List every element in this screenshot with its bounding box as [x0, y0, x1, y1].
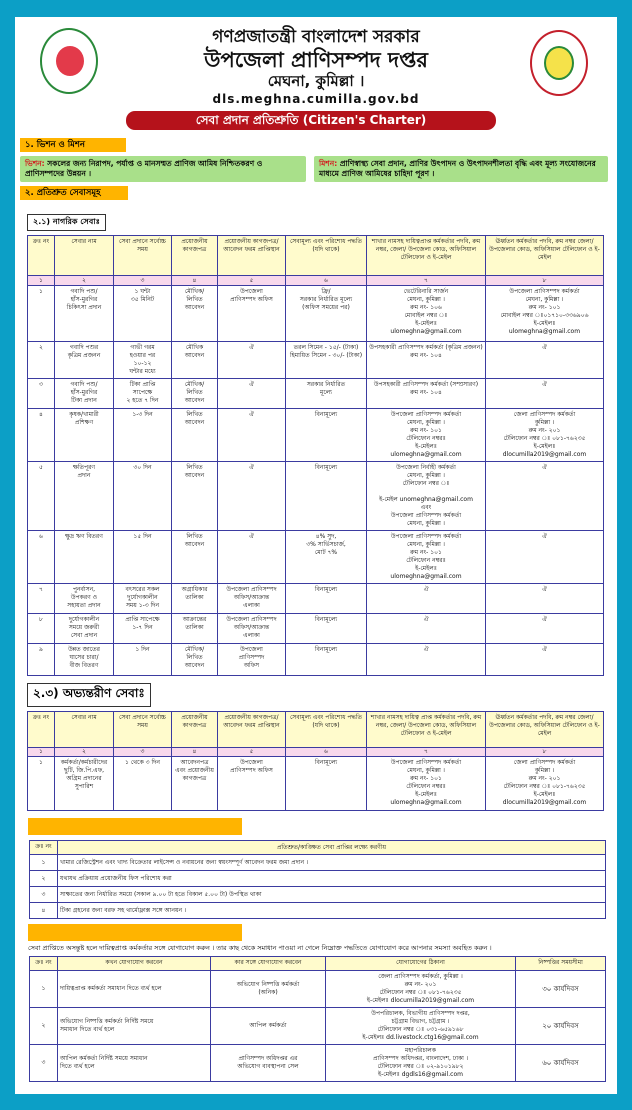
table-cell: প্রাপ্তি সাপেক্ষে ১-৭ দিন: [114, 614, 172, 644]
table-cell: নিষ্পত্তির সময়সীমা: [516, 957, 606, 971]
table-row: [28, 462, 604, 531]
table-cell: ঐ: [486, 342, 604, 379]
vision-box: [20, 156, 306, 182]
table-row: [28, 531, 604, 584]
table-cell: উপজেলা প্রাণিসম্পদ কর্মকর্তা মেঘনা, কুমিল্লা । রুম নং- ১০১ টেলিফোন নম্বরঃ ই-মেইলঃ ulomeghna@gmail.com: [367, 531, 486, 584]
table-cell: ঊর্ধ্বতন কর্মকর্তার পদবি, রুম নম্বর জেলা/উপজেলার কোড, অফিসিয়াল টেলিফোন ও ই-মেইল: [486, 712, 604, 748]
table-header-row: [28, 236, 604, 276]
table-cell: প্রয়োজনীয় কাগজপত্র: [172, 236, 218, 276]
table-cell: ৫: [218, 276, 286, 286]
table-cell: ৩: [30, 887, 58, 903]
table-cell: উপজেলা প্রাণিসম্পদ অফিস/আক্রান্ত এলাকা: [218, 584, 286, 614]
table-cell: ৬: [286, 748, 367, 757]
website-url: dls.meghna.cumilla.gov.bd: [212, 92, 420, 106]
table-cell: ঐ: [218, 531, 286, 584]
govt-title: গণপ্রজাতন্ত্রী বাংলাদেশ সরকার: [212, 27, 420, 47]
table-cell: সরকার নির্ধারিত মূল্যে: [286, 379, 367, 409]
table-cell: ১ ঘন্টা ৩৫ মিনিট: [114, 286, 172, 342]
grievance-section-bar: [28, 924, 242, 941]
table-cell: ক্ষুদ্র ঋণ বিতরণ: [55, 531, 114, 584]
column-number-row: [28, 276, 604, 286]
table-cell: ৩০ কার্যদিবস: [516, 971, 606, 1008]
table-cell: ক্রঃ নং: [28, 712, 55, 748]
table-cell: কর্মকর্তা/কর্মচারীদের ছুটি, জি.পি.এফ, অগ্রিম প্রদানের সুপারিশ: [55, 757, 114, 811]
table-row: [28, 379, 604, 409]
table-cell: দুর্যোগকালীন সময়ে জরুরী সেবা প্রদান: [55, 614, 114, 644]
table-cell: ৪: [28, 409, 55, 462]
table-row: [28, 342, 604, 379]
table-cell: ঐ: [367, 614, 486, 644]
table-cell: উপজেলা প্রাণিসম্পদ কর্মকর্তা মেঘনা, কুমিল্লা । রুম নং- ১০১ টেলিফোন নম্বরঃ ই-মেইলঃ ulomeghna@gmail.com: [367, 409, 486, 462]
table-cell: কখন যোগাযোগ করবেন: [58, 957, 211, 971]
table-cell: গাভী গরম হওয়ার পর ১০-১২ ঘন্টার মধ্যে: [114, 342, 172, 379]
table-cell: ঐ: [218, 409, 286, 462]
table-cell: ২: [55, 276, 114, 286]
table-cell: খামার রেজিস্ট্রেশন এবং খাদ্য বিক্রেতার লাইসেন্স ও নবায়নের জন্য স্বয়ংসম্পূর্ণ আবেদন ফরম জমা প্রদান ।: [58, 855, 606, 871]
table-cell: ঐ: [367, 584, 486, 614]
table-row: [30, 871, 606, 887]
table-cell: প্রতিশ্রুত/কাঙ্ক্ষিত সেবা প্রাপ্তির লক্ষ্যে করণীয়: [58, 841, 606, 855]
table-cell: সেবামূল্য এবং পরিশোধ পদ্ধতি (যদি থাকে): [286, 236, 367, 276]
table-cell: অভিযোগ নিষ্পত্তি কর্মকর্তা (অনিক): [211, 971, 326, 1008]
table-cell: ঐ: [486, 644, 604, 676]
table-row: [30, 903, 606, 919]
table-cell: ভেটেরিনারি সার্জন মেঘনা, কুমিল্লা । রুম নং- ১০৬ মোবাইল নম্বর ঃ ই-মেইলঃ ulomeghna@gmail.com: [367, 286, 486, 342]
table-cell: প্রয়োজনীয় কাগজপত্র/আবেদন ফরম প্রাপ্তিস্থান: [218, 236, 286, 276]
table-header-row: [28, 712, 604, 748]
table-row: [28, 409, 604, 462]
table-cell: উপজেলা প্রাণিসম্পদ অফিস: [218, 757, 286, 811]
table-cell: ৭: [367, 276, 486, 286]
table-cell: ৪: [172, 748, 218, 757]
table-cell: ৫: [28, 462, 55, 531]
table-row: [28, 286, 604, 342]
table-cell: ৭: [28, 584, 55, 614]
table-cell: ২: [30, 1008, 58, 1045]
table-cell: দায়িত্বপ্রাপ্ত কর্মকর্তা সমাধান দিতে ব্যর্থ হলে: [58, 971, 211, 1008]
table-cell: তরল সিমেন - ১৫/- (টাকা) হিমায়িত সিমেন - ৩০/- (টাকা): [286, 342, 367, 379]
table-cell: সেবা প্রদানে সর্বোচ্চ সময়: [114, 236, 172, 276]
table-cell: আবেদনপত্র এবং প্রয়োজনীয় কাগজপত্র: [172, 757, 218, 811]
table-cell: ঐ: [486, 379, 604, 409]
location-title: মেঘনা, কুমিল্লা ।: [267, 72, 365, 90]
table-cell: ৩: [114, 748, 172, 757]
table-cell: গবাদি পশুর কৃত্রিম প্রজনন: [55, 342, 114, 379]
table-cell: আপিল কর্মকর্তা নির্দিষ্ট সময়ে সমাধান দিতে ব্যর্থ হলে: [58, 1045, 211, 1082]
table-cell: জেলা প্রাণিসম্পদ কর্মকর্তা, কুমিল্লা । রুম নং- ২০১ টেলিফোন নম্বর ঃ ০৮১-৭৬২৩৫ ই-মেইলঃ dlocumilla2019@gmail.com: [326, 971, 516, 1008]
table-cell: গবাদি পশু/ হাঁস-মুরগির টিকা প্রদান: [55, 379, 114, 409]
table-cell: সাক্ষাতের জন্য নির্ধারিত সময়ে (সকাল ৯.০০ টা হতে বিকাল ৫.০০ টা) উপস্থিত থাকা: [58, 887, 606, 903]
table-cell: অভিযোগ নিষ্পত্তি কর্মকর্তা নির্দিষ্ট সময়ে সমাধান দিতে ব্যর্থ হলে: [58, 1008, 211, 1045]
internal-services-title: ২.৩) অভ্যন্তরীণ সেবাঃ: [27, 683, 151, 707]
table-cell: কার সঙ্গে যোগাযোগ করবেন: [211, 957, 326, 971]
table-cell: উপজেলা প্রাণিসম্পদ কর্মকর্তা মেঘনা, কুমিল্লা । রুম নং- ১০১ টেলিফোন নম্বরঃ ই-মেইলঃ ulomeghna@gmail.com: [367, 757, 486, 811]
table-cell: ঐ: [486, 462, 604, 531]
table-cell: যোগাযোগের ঠিকানা: [326, 957, 516, 971]
table-cell: ২: [55, 748, 114, 757]
citizen-services-title: ২.১) নাগরিক সেবাঃ: [27, 214, 106, 231]
table-row: [28, 644, 604, 676]
mission-label: মিশন:: [319, 159, 338, 168]
internal-services-table: [27, 711, 604, 811]
table-cell: ১ দিন: [114, 644, 172, 676]
column-number-row: [28, 748, 604, 757]
table-cell: উপজেলা প্রাণিসম্পদ অফিস: [218, 644, 286, 676]
table-cell: উপজেলা প্রাণিসম্পদ কর্মকর্তা মেঘনা, কুমিল্লা । রুম নং- ১০১ মোবাইল নম্বর ঃ০১৭১০-৩৩৬৯০৬ ই-মেইলঃ ulomeghna@gmail.com: [486, 286, 604, 342]
table-cell: মহাপরিচালক প্রাণিসম্পদ অধিদপ্তর, বাংলাদেশ, ঢাকা । টেলিফোন নম্বর ঃ ০২-৯১০১৯৮২ ই-মেইলঃ dgdls16@gmail.com: [326, 1045, 516, 1082]
table-cell: মৌখিক/ লিখিত আবেদন: [172, 286, 218, 342]
charter-panel: [15, 17, 617, 1094]
grievance-note: সেবা প্রাপ্তিতে অসন্তুষ্ট হলে দায়িত্বপ্রাপ্ত কর্মকর্তার সঙ্গে যোগাযোগ করুন । তার কাছ থেকে সমাধান পাওয়া না গেলে নিম্নোক্ত পদ্ধতিতে যোগাযোগ করে আপনার সমস্যা অবহিত করুন ।: [28, 944, 492, 952]
table-row: [28, 584, 604, 614]
table-row: [30, 855, 606, 871]
table-cell: শাখার নামসহ দায়িত্ব প্রাপ্ত কর্মকর্তার পদবি, রুম নম্বর, জেলা/ উপজেলা কোড, অফিসিয়াল টেলিফোন ও ই-মেইল: [367, 712, 486, 748]
section-vision-mission-title: ১. ভিশন ও মিশন: [20, 138, 126, 152]
table-cell: গবাদি পশু/ হাঁস-মুরগির চিকিৎসা প্রদান: [55, 286, 114, 342]
table-cell: ৬: [28, 531, 55, 584]
table-cell: উন্নত জাতের ঘাসের চারা/ বীজ বিতরণ: [55, 644, 114, 676]
table-cell: ঐ: [218, 462, 286, 531]
mission-text: প্রাণিস্বাস্থ্য সেবা প্রদান, প্রাণির উৎপাদন ও উৎপাদনশীলতা বৃদ্ধি এবং মূল্য সংযোজনের মাধ্যমে প্রাণিজ আমিষের চাহিদা পূরণ ।: [319, 159, 596, 178]
table-cell: ১: [30, 971, 58, 1008]
table-cell: শাখার নামসহ দায়িত্বপ্রাপ্ত কর্মকর্তার পদবি, রুম নম্বর, জেলা/ উপজেলা কোড, অফিসিয়াল টেলিফোন ও ই-মেইল: [367, 236, 486, 276]
table-cell: পুনর্বাসন, উপকরণ ও সহায়তা প্রদান: [55, 584, 114, 614]
table-cell: উপজেলা নির্বাহী কর্মকর্তা মেঘনা, কুমিল্লা । টেলিফোন নম্বর ঃ ই-মেইল unomeghna@gmail.com এবং উপজেলা প্রাণিসম্পদ কর্মকর্তা মেঘনা, কুমিল্লা ।: [367, 462, 486, 531]
table-cell: ৮: [486, 276, 604, 286]
table-cell: প্রয়োজনীয় কাগজপত্র: [172, 712, 218, 748]
table-row: [30, 887, 606, 903]
table-cell: ক্ষতিপূরণ প্রদান: [55, 462, 114, 531]
table-cell: জেলা প্রাণিসম্পদ কর্মকর্তা কুমিল্লা । রুম নং- ২০১ টেলিফোন নম্বর ঃ ০৮১-৭৬২৩৫ ই-মেইলঃ dlocumilla2019@gmail.com: [486, 757, 604, 811]
table-cell: অগ্রাধিকার তালিকা: [172, 584, 218, 614]
table-cell: যথাযথ প্রক্রিয়ায় প্রয়োজনীয় ফিস পরিশোধ করা: [58, 871, 606, 887]
table-cell: কৃষক/খামারী প্রশিক্ষণ: [55, 409, 114, 462]
vision-text: সকলের জন্য নিরাপদ, পর্যাপ্ত ও মানসম্মত প্রাণিজ আমিষ নিশ্চিতকরণ ও প্রাণিসম্পদের উন্নয়ন ।: [25, 159, 263, 178]
table-cell: ৩: [28, 379, 55, 409]
table-cell: ঐ: [486, 584, 604, 614]
table-header-row: [30, 957, 606, 971]
table-cell: ১: [28, 757, 55, 811]
table-cell: উপসহকারী প্রাণিসম্পদ কর্মকর্তা (কৃত্রিম প্রজনন) রুম নং- ১০৪: [367, 342, 486, 379]
table-cell: বিনামূল্যে: [286, 584, 367, 614]
table-cell: উপপরিচালক, বিভাগীয় প্রাণিসম্পদ দপ্তর, চট্টগ্রাম বিভাগ, চট্টগ্রাম । টেলিফোন নম্বর ঃ ০৩১-৬৫৯১৬৮ ই-মেইলঃ dd.livestock.ctg16@gmail.com: [326, 1008, 516, 1045]
table-row: [28, 614, 604, 644]
table-cell: ১৫ দিন: [114, 531, 172, 584]
table-cell: উপসহকারী প্রাণিসম্পদ কর্মকর্তা (সম্প্রসারণ) রুম নং- ১০৪: [367, 379, 486, 409]
citizen-services-table: [27, 235, 604, 676]
table-cell: লিখিত আবেদন: [172, 409, 218, 462]
table-cell: বৎসরের সকল দুর্যোগকালীন সময় ১-৩ দিন: [114, 584, 172, 614]
table-cell: ১: [28, 276, 55, 286]
table-row: [30, 1045, 606, 1082]
table-cell: উপজেলা প্রাণিসম্পদ অফিস: [218, 286, 286, 342]
table-cell: ৩: [30, 1045, 58, 1082]
table-cell: ক্রঃ নং: [30, 841, 58, 855]
table-cell: ৭: [367, 748, 486, 757]
table-cell: মৌখিক আবেদন: [172, 342, 218, 379]
table-cell: ঐ: [486, 614, 604, 644]
table-cell: ৩: [114, 276, 172, 286]
table-cell: ক্রঃ নং: [30, 957, 58, 971]
table-cell: সেবার নাম: [55, 236, 114, 276]
table-cell: ৮: [486, 748, 604, 757]
table-cell: লিখিত আবেদন: [172, 531, 218, 584]
table-cell: ২০ কার্যদিবস: [516, 1008, 606, 1045]
duties-section-bar: [28, 818, 242, 835]
table-cell: আক্রান্তের তালিকা: [172, 614, 218, 644]
section-services-title: ২. প্রতিশ্রুত সেবাসমূহ: [20, 186, 128, 200]
table-cell: জেলা প্রাণিসম্পদ কর্মকর্তা কুমিল্লা । রুম নং- ২০১ টেলিফোন নম্বর ঃ ০৮১-৭৬২৩৫ ই-মেইলঃ dlocumilla2019@gmail.com: [486, 409, 604, 462]
table-cell: ক্রঃ নং: [28, 236, 55, 276]
table-cell: ৬০ কার্যদিবস: [516, 1045, 606, 1082]
table-cell: সেবা প্রদানে সর্বোচ্চ সময়: [114, 712, 172, 748]
table-cell: প্রাণিসম্পদ অধিদপ্তর এর অভিযোগ ব্যবস্থাপনা সেল: [211, 1045, 326, 1082]
table-cell: ঐ: [367, 644, 486, 676]
vision-mission-row: [20, 156, 608, 182]
table-cell: বিনামূল্যে: [286, 409, 367, 462]
table-cell: ২: [30, 871, 58, 887]
table-cell: উপজেলা প্রাণিসম্পদ অফিস/আক্রান্ত এলাকা: [218, 614, 286, 644]
table-cell: ৪% সুদ, ৩% সার্ভিসচার্জ, মোট ৭%: [286, 531, 367, 584]
table-cell: ফ্রি/ সরকার নির্ধারিত মূল্যে (অফিস সময়ের পর): [286, 286, 367, 342]
table-cell: টিকা প্রাপ্তি সাপেক্ষে ২ হতে ৭ দিন: [114, 379, 172, 409]
table-cell: সেবামূল্য এবং পরিশোধ পদ্ধতি (যদি থাকে): [286, 712, 367, 748]
table-cell: ৯: [28, 644, 55, 676]
table-header-row: [30, 841, 606, 855]
table-cell: মৌখিক/ লিখিত আবেদন: [172, 644, 218, 676]
table-cell: আপিল কর্মকর্তা: [211, 1008, 326, 1045]
citizen-duties-table: [29, 840, 606, 919]
table-cell: মৌখিক/ লিখিত আবেদন: [172, 379, 218, 409]
table-cell: ১: [28, 748, 55, 757]
table-cell: ৫: [218, 748, 286, 757]
table-cell: ৩০ দিন: [114, 462, 172, 531]
mission-box: [314, 156, 608, 182]
grievance-table: [29, 956, 606, 1082]
table-cell: বিনামূল্যে: [286, 462, 367, 531]
table-cell: ৪: [172, 276, 218, 286]
table-cell: ২: [28, 342, 55, 379]
table-cell: ৪: [30, 903, 58, 919]
table-cell: ঐ: [218, 379, 286, 409]
table-cell: ১: [28, 286, 55, 342]
table-cell: ১: [30, 855, 58, 871]
table-cell: টিকা গ্রহনের জন্য বরফ সহ থার্মোফ্লাক্স সঙ্গে আনয়ন ।: [58, 903, 606, 919]
table-row: [30, 971, 606, 1008]
vision-label: ভিশন:: [25, 159, 45, 168]
office-title: উপজেলা প্রাণিসম্পদ দপ্তর: [204, 48, 428, 72]
table-cell: লিখিত আবেদন: [172, 462, 218, 531]
table-cell: ১-৩ দিন: [114, 409, 172, 462]
table-row: [28, 757, 604, 811]
table-cell: প্রয়োজনীয় কাগজপত্র/আবেদন ফরম প্রাপ্তিস্থান: [218, 712, 286, 748]
table-cell: বিনামূল্যে: [286, 614, 367, 644]
table-cell: ঐ: [486, 531, 604, 584]
table-cell: সেবার নাম: [55, 712, 114, 748]
table-cell: ৬: [286, 276, 367, 286]
table-cell: ঐ: [218, 342, 286, 379]
table-cell: ঊর্ধ্বতন কর্মকর্তার পদবি, রুম নম্বর জেলা/উপজেলার কোড, অফিসিয়াল টেলিফোন ও ই-মেইল: [486, 236, 604, 276]
table-cell: ৮: [28, 614, 55, 644]
table-cell: ১ থেকে ৩ দিন: [114, 757, 172, 811]
table-cell: বিনামূল্যে: [286, 757, 367, 811]
table-cell: বিনামূল্যে: [286, 644, 367, 676]
table-row: [30, 1008, 606, 1045]
citizen-charter-banner: সেবা প্রদান প্রতিশ্রুতি (Citizen's Charter): [126, 111, 496, 130]
